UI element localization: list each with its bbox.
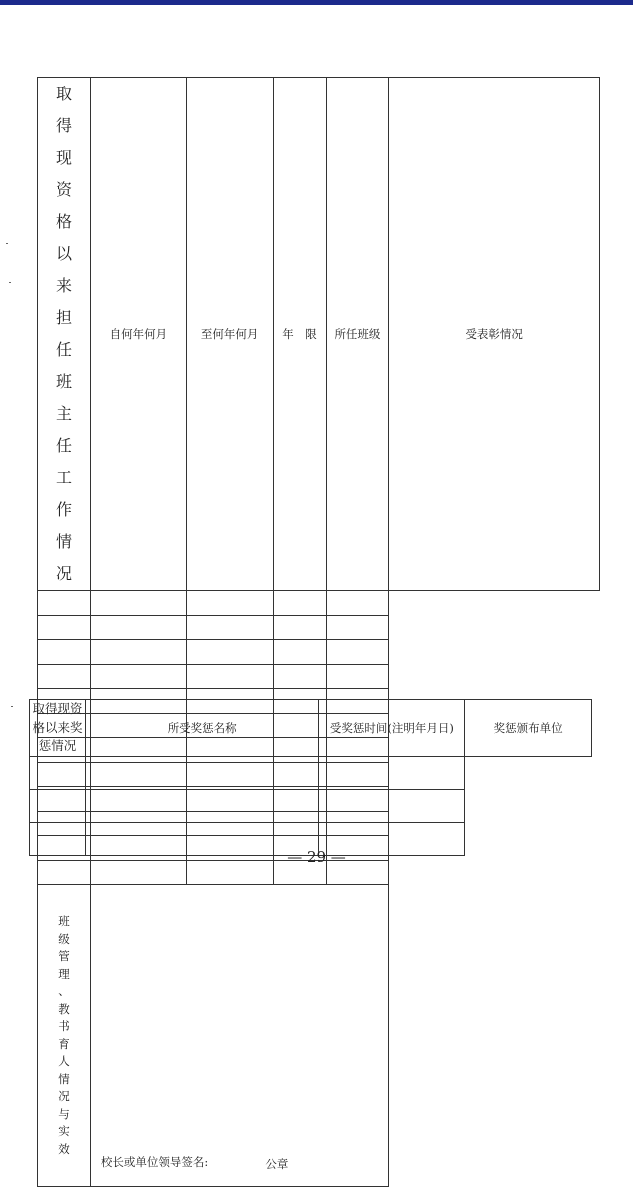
table-cell[interactable] — [90, 664, 186, 689]
narrative-label-char: 级 — [58, 931, 70, 946]
table-cell[interactable] — [273, 615, 326, 640]
col-header-reward-name: 所受奖惩名称 — [85, 700, 319, 757]
section-title-char: 资 — [55, 180, 72, 199]
section-title-char: 担 — [55, 308, 72, 327]
section-title-char: 作 — [55, 500, 72, 519]
table-cell[interactable] — [273, 591, 326, 616]
section-title-char: 现 — [55, 148, 72, 167]
rewards-table — [29, 699, 592, 856]
section-title-char: 工 — [55, 468, 72, 487]
narrative-label-char: 情 — [58, 1071, 70, 1086]
narrative-label-char: 书 — [58, 1019, 70, 1033]
table-cell[interactable] — [186, 591, 273, 616]
table-cell[interactable] — [326, 591, 389, 616]
homeroom-experience-table — [37, 77, 600, 1187]
section-title-char: 来 — [55, 276, 72, 295]
table-cell[interactable] — [319, 756, 465, 789]
table-cell[interactable] — [30, 789, 86, 822]
rewards-title-line: 取得 — [32, 701, 58, 716]
rewards-title-line: 来奖 — [57, 719, 83, 735]
table-cell[interactable] — [326, 615, 389, 640]
narrative-label-char: 况 — [58, 1089, 70, 1103]
rewards-title-line: 现资 — [57, 701, 83, 716]
col-header-reward-date: 受奖惩时间(注明年月日) — [319, 700, 465, 757]
narrative-label-char: 育 — [58, 1036, 70, 1051]
table-cell[interactable] — [90, 615, 186, 640]
narrative-label-char: 与 — [58, 1106, 70, 1121]
col-header-years: 年 限 — [273, 78, 326, 591]
section-title-char: 情 — [55, 532, 72, 551]
col-header-from: 自何年何月 — [90, 78, 186, 591]
scan-speck — [6, 243, 8, 244]
section-title-char: 得 — [55, 116, 72, 135]
table-row — [38, 664, 600, 689]
rewards-title-line: 惩情 — [38, 738, 64, 753]
section-title-char: 取 — [55, 84, 72, 103]
section-title-char: 格 — [55, 212, 72, 231]
narrative-label-char: 教 — [58, 1001, 70, 1016]
table-cell[interactable] — [30, 756, 86, 789]
narrative-label-char: 人 — [58, 1054, 70, 1068]
table-row — [38, 640, 600, 665]
scan-speck — [11, 706, 13, 707]
narrative-area[interactable] — [90, 885, 388, 1187]
table-cell[interactable] — [319, 789, 465, 822]
col-header-commendations: 受表彰情况 — [389, 78, 600, 591]
section-title-char: 任 — [55, 340, 72, 359]
section-title-char: 主 — [55, 404, 72, 423]
table-cell[interactable] — [85, 756, 319, 789]
table-row — [38, 615, 600, 640]
narrative-label-char: 效 — [58, 1141, 70, 1156]
table-cell[interactable] — [38, 591, 91, 616]
top-border-bar — [0, 0, 633, 5]
table-cell[interactable] — [186, 615, 273, 640]
section-title-char: 况 — [55, 564, 72, 583]
table-cell[interactable] — [186, 664, 273, 689]
table-cell[interactable] — [90, 591, 186, 616]
table-cell[interactable] — [273, 640, 326, 665]
table-cell[interactable] — [273, 664, 326, 689]
narrative-label-char: 班 — [58, 914, 70, 928]
table-cell[interactable] — [38, 640, 91, 665]
col-header-class: 所任班级 — [326, 78, 389, 591]
col-header-reward-issuer: 奖惩颁布单位 — [465, 700, 592, 757]
narrative-label — [38, 885, 91, 1187]
narrative-label-char: 管 — [58, 949, 70, 963]
rewards-title-line: 格以 — [32, 719, 58, 735]
experience-section-label — [38, 78, 91, 591]
table-cell[interactable] — [85, 789, 319, 822]
official-seal-label: 公章 — [265, 1157, 289, 1171]
page-number: — 29 — — [287, 848, 346, 866]
rewards-title-line: 况 — [63, 738, 77, 753]
table-row — [38, 591, 600, 616]
section-title-char: 班 — [55, 372, 72, 391]
narrative-label-char: 理 — [58, 966, 70, 981]
table-cell[interactable] — [326, 640, 389, 665]
table-cell[interactable] — [38, 664, 91, 689]
table-row — [30, 756, 592, 789]
narrative-label-char: 、 — [58, 984, 70, 998]
principal-signature-label: 校长或单位领导签名: — [100, 1155, 209, 1169]
table-cell[interactable] — [90, 640, 186, 665]
table-cell[interactable] — [38, 615, 91, 640]
rewards-section-label — [30, 700, 86, 757]
section-title-char: 以 — [55, 244, 72, 263]
table-cell[interactable] — [186, 640, 273, 665]
table-row — [30, 789, 592, 822]
narrative-label-char: 实 — [58, 1124, 70, 1138]
table-cell[interactable] — [326, 664, 389, 689]
section-title-char: 任 — [55, 436, 72, 455]
col-header-to: 至何年何月 — [186, 78, 273, 591]
scan-speck — [9, 282, 11, 283]
